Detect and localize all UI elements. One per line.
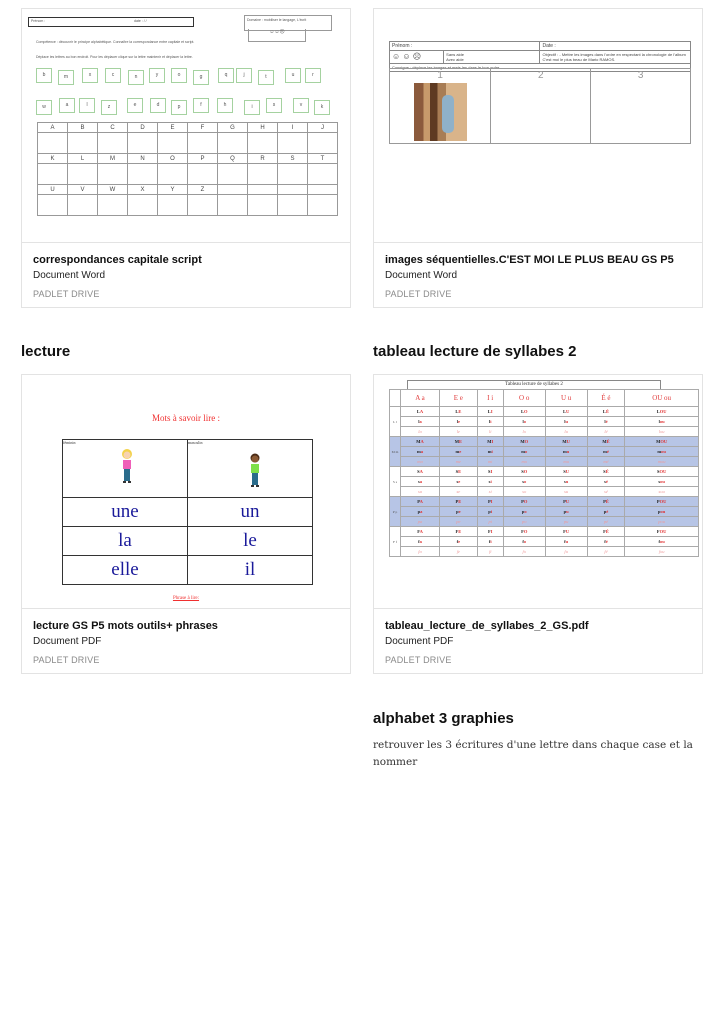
syllable-cell: PE [440,497,478,507]
syllable-cell: FE [440,527,478,537]
syllable-cell: lu [545,417,587,427]
syllable-cell: me [440,457,478,467]
alphabet-cell [248,185,278,195]
syllable-cell: mé [587,457,625,467]
alphabet-cell: H [248,123,278,133]
drop-cell[interactable] [278,195,308,216]
alphabet-cell: U [38,185,68,195]
syllable-cell: fa [401,537,440,547]
letter-tile[interactable]: d [150,98,166,113]
letter-tile[interactable]: e [127,98,143,113]
syllable-cell: SÉ [587,467,625,477]
alphabet-cell: S [278,154,308,164]
syllable-cell: fou [625,537,699,547]
syllable-cell: SE [440,467,478,477]
letter-tile[interactable]: l [79,98,95,113]
drop-cell[interactable] [158,164,188,185]
domain-box: Domaine : mobiliser le langage, L'écrit [244,15,332,31]
vowel-header: A a [401,390,440,407]
syllable-cell: po [503,517,545,527]
syllable-cell: ma [401,447,440,457]
letter-tile[interactable]: y [149,68,165,83]
syllable-cell: fe [440,537,478,547]
syllable-cell: sa [401,477,440,487]
card-source: PADLET DRIVE [385,655,452,665]
card-title[interactable]: lecture GS P5 mots outils+ phrases [33,620,218,632]
syllable-cell: si [477,477,503,487]
drop-cell[interactable] [38,164,68,185]
syllable-cell: pe [440,507,478,517]
syllable-cell: pé [587,517,625,527]
section-title-alphabet: alphabet 3 graphies [373,710,514,727]
word-cell: une [63,498,188,527]
syllable-cell: PÉ [587,497,625,507]
syllable-cell: sou [625,477,699,487]
drop-cell[interactable] [278,164,308,185]
alphabet-cell: J [308,123,338,133]
word-cell: un [188,498,313,527]
syllable-cell: mo [503,457,545,467]
syllable-cell: si [477,487,503,497]
alphabet-cell: K [38,154,68,164]
card-source: PADLET DRIVE [33,655,100,665]
alphabet-cell: I [278,123,308,133]
syllable-cell: PO [503,497,545,507]
corner-cell [390,390,401,407]
syllable-table-title: Tableau lecture de syllabes 2 [407,380,661,390]
consonant-label: L l [390,407,401,437]
syllable-cell: ME [440,437,478,447]
word-cell: elle [63,556,188,585]
consonant-label: M m [390,437,401,467]
syllable-cell: se [440,477,478,487]
letter-tile[interactable]: q [218,68,234,83]
syllable-cell: LO [503,407,545,417]
syllable-cell: FU [545,527,587,537]
syllable-cell: mi [477,447,503,457]
letter-tile[interactable]: g [193,70,209,85]
syllable-cell: lé [587,417,625,427]
vowel-header: I i [477,390,503,407]
syllable-cell: LOU [625,407,699,417]
syllable-cell: FA [401,527,440,537]
consonant-label: P p [390,497,401,527]
drop-cell[interactable] [308,133,338,154]
drop-cell[interactable] [248,133,278,154]
alphabet-cell: Y [158,185,188,195]
letter-tile[interactable]: a [59,98,75,113]
attachment-preview[interactable]: Prénom : date : / / Domaine : mobiliser le langage, L'écrit ☺☺☹ Compétence : découvrir le principe alphabétique. Connaître la correspondance entre capitale et script. Déplace les lettres au bon endroit. Pour les déplacer clique sur la lettre maintenir et déplacer la lettre. b m x c n y o g q j t u r w a l z e d p f h i s v k A B C D E F G H I J K L M N O P Q R S T U V W X Y Z [22,9,350,243]
letter-tile[interactable]: i [244,100,260,115]
syllable-cell: pe [440,517,478,527]
syllable-cell: so [503,487,545,497]
post-card-images-sequentielles[interactable] [373,8,703,308]
letter-tile[interactable]: x [82,68,98,83]
syllable-cell: la [401,427,440,437]
name-box: Prénom : date : / / [28,17,194,27]
consonant-label: S s [390,467,401,497]
letter-tile[interactable]: s [266,98,282,113]
alphabet-cell: D [128,123,158,133]
letter-tile[interactable]: o [171,68,187,83]
alphabet-grid [37,122,338,216]
alphabet-cell: X [128,185,158,195]
syllable-cell: MOU [625,437,699,447]
vowel-header: O o [503,390,545,407]
letter-tile[interactable]: v [293,98,309,113]
letter-tile[interactable]: z [101,100,117,115]
words-table [62,439,313,585]
syllable-cell: MÉ [587,437,625,447]
alphabet-cell: N [128,154,158,164]
phrase-label: Phrase à lire: [172,596,200,601]
vowel-header: É é [587,390,625,407]
syllable-cell: pé [587,507,625,517]
letter-tile[interactable]: r [305,68,321,83]
syllable-table [389,389,699,557]
syllable-cell: lou [625,427,699,437]
post-card-lecture[interactable] [21,374,351,674]
syllable-cell: pi [477,517,503,527]
syllable-cell: so [503,477,545,487]
word-cell: le [188,527,313,556]
drop-cell[interactable] [158,195,188,216]
syllable-cell: pi [477,507,503,517]
syllable-cell: pou [625,507,699,517]
letter-tile[interactable]: c [105,68,121,83]
drop-cell[interactable] [68,195,98,216]
section-title-tableau: tableau lecture de syllabes 2 [373,343,577,360]
drop-cell[interactable] [218,195,248,216]
syllable-cell: fa [401,547,440,557]
syllable-cell: pa [401,517,440,527]
alphabet-cell: M [98,154,128,164]
alphabet-cell: C [98,123,128,133]
syllable-cell: mu [545,447,587,457]
card-type: Document Word [385,270,458,281]
syllable-cell: ma [401,457,440,467]
smiley-icons: ☺☺☹ [248,29,306,42]
syllable-cell: MO [503,437,545,447]
letter-tile[interactable]: b [36,68,52,83]
letter-tile[interactable]: t [258,70,274,85]
syllable-cell: MI [477,437,503,447]
consonant-label: F f [390,527,401,557]
syllable-cell: FO [503,527,545,537]
syllable-cell: pu [545,507,587,517]
syllable-cell: su [545,487,587,497]
drop-cell[interactable] [128,164,158,185]
syllable-cell: li [477,427,503,437]
post-card-tableau-syllabes[interactable] [373,374,703,674]
feminine-label: féminin [63,440,76,445]
boy-illustration [248,452,262,490]
syllable-cell: FOU [625,527,699,537]
wolf-image [414,83,467,141]
syllable-cell: PA [401,497,440,507]
drop-cell[interactable] [278,133,308,154]
drop-cell[interactable] [308,164,338,185]
syllable-cell: FI [477,527,503,537]
letter-tile[interactable]: j [236,68,252,83]
drop-cell[interactable] [128,133,158,154]
alphabet-cell: E [158,123,188,133]
post-body: retrouver les 3 écritures d'une lettre dans chaque case et la nommer [373,739,693,768]
syllable-cell: la [401,417,440,427]
slot-number: 2 [538,70,544,81]
syllable-cell: mou [625,457,699,467]
word-cell: il [188,556,313,585]
letter-tile[interactable]: m [58,70,74,85]
letter-tile[interactable]: u [285,68,301,83]
syllable-cell: MU [545,437,587,447]
syllable-cell: SO [503,467,545,477]
alphabet-cell: Q [218,154,248,164]
alphabet-cell: L [68,154,98,164]
letter-tile[interactable]: n [128,70,144,85]
vowel-header: E e [440,390,478,407]
syllable-cell: mo [503,447,545,457]
section-title-lecture: lecture [21,343,71,360]
alphabet-cell: A [38,123,68,133]
drop-cell[interactable] [188,133,218,154]
card-meta [22,243,350,307]
syllable-cell: fe [440,547,478,557]
alphabet-cell [308,185,338,195]
drop-cell[interactable] [98,133,128,154]
syllable-cell: li [477,417,503,427]
letter-tile[interactable]: w [36,100,52,115]
letter-tile[interactable]: p [171,100,187,115]
syllable-cell: LU [545,407,587,417]
syllable-cell: sou [625,487,699,497]
drop-cell[interactable] [188,195,218,216]
drop-cell[interactable] [68,133,98,154]
syllable-cell: PU [545,497,587,507]
syllable-cell: me [440,447,478,457]
syllable-cell: lo [503,417,545,427]
card-meta [374,243,702,307]
alphabet-cell: Z [188,185,218,195]
card-type: Document PDF [385,636,454,647]
attachment-preview[interactable] [22,375,350,609]
syllable-cell: fé [587,547,625,557]
sequence-grid [389,68,691,144]
syllable-cell: mé [587,447,625,457]
syllable-cell: fi [477,547,503,557]
alphabet-cell: V [68,185,98,195]
syllable-cell: mi [477,457,503,467]
syllable-cell: LE [440,407,478,417]
syllable-cell: POU [625,497,699,507]
drop-cell[interactable] [98,164,128,185]
card-meta [374,609,702,673]
drop-cell[interactable] [38,195,68,216]
post-card-correspondances[interactable] [21,8,351,308]
masculine-label: masculin [188,440,203,445]
card-title[interactable]: tableau_lecture_de_syllabes_2_GS.pdf [385,620,589,632]
alphabet-cell: T [308,154,338,164]
syllable-cell: le [440,427,478,437]
syllable-cell: SOU [625,467,699,477]
syllable-cell: fu [545,537,587,547]
syllable-cell: lou [625,417,699,427]
drop-cell[interactable] [38,133,68,154]
slot-number: 3 [637,70,644,81]
drop-cell[interactable] [98,195,128,216]
drop-cell[interactable] [158,133,188,154]
alphabet-cell [218,185,248,195]
syllable-cell: po [503,507,545,517]
syllable-cell: sé [587,487,625,497]
attachment-preview[interactable] [374,9,702,243]
drop-cell[interactable] [218,133,248,154]
word-cell: la [63,527,188,556]
drop-cell[interactable] [308,195,338,216]
alphabet-cell: P [188,154,218,164]
letter-tile[interactable]: f [193,98,209,113]
drop-cell[interactable] [218,164,248,185]
card-meta [22,609,350,673]
alphabet-cell [278,185,308,195]
syllable-cell: se [440,487,478,497]
syllable-cell: fou [625,547,699,557]
smiley-icons: ☺ ☺ ☹ [390,51,444,64]
drop-cell[interactable] [248,195,278,216]
syllable-cell: LI [477,407,503,417]
syllable-cell: sa [401,487,440,497]
syllable-cell: fu [545,547,587,557]
alphabet-cell: B [68,123,98,133]
syllable-cell: FÉ [587,527,625,537]
syllable-cell: fo [503,537,545,547]
syllable-cell: fo [503,547,545,557]
syllable-cell: lo [503,427,545,437]
card-type: Document Word [33,270,106,281]
syllable-cell: mou [625,447,699,457]
syllable-cell: lé [587,427,625,437]
syllable-cell: le [440,417,478,427]
syllable-cell: LÉ [587,407,625,417]
drop-cell[interactable] [128,195,158,216]
syllable-cell: sé [587,477,625,487]
syllable-cell: PI [477,497,503,507]
syllable-cell: mu [545,457,587,467]
syllable-cell: pa [401,507,440,517]
syllable-cell: SU [545,467,587,477]
syllable-cell: lu [545,427,587,437]
syllable-cell: fé [587,537,625,547]
card-title[interactable]: correspondances capitale script [33,254,202,266]
letter-tile[interactable]: h [217,98,233,113]
syllable-cell: SI [477,467,503,477]
syllable-cell: SA [401,467,440,477]
syllable-cell: pu [545,517,587,527]
alphabet-cell: F [188,123,218,133]
slot-number: 1 [437,70,443,81]
card-type: Document PDF [33,636,102,647]
letter-tile[interactable]: k [314,100,330,115]
syllable-cell: MA [401,437,440,447]
syllable-cell: fi [477,537,503,547]
syllable-cell: LA [401,407,440,417]
drop-cell[interactable] [68,164,98,185]
attachment-preview[interactable] [374,375,702,609]
card-source: PADLET DRIVE [385,289,452,299]
vowel-header: U u [545,390,587,407]
worksheet-header: Prénom : Date : ☺ ☺ ☹ Sans aide Avec aide Objectif : - Mettre les images dans l'ordre en respectant la chronologie de l'album C'est moi le plus beau de Mario RAMOS. Consigne : déplace les images et mets-les dans le bon ordre. [389,41,691,72]
alphabet-cell: R [248,154,278,164]
syllable-cell: su [545,477,587,487]
syllable-cell: pou [625,517,699,527]
drop-cell[interactable] [188,164,218,185]
card-title[interactable]: images séquentielles.C'EST MOI LE PLUS BEAU GS P5 [385,254,674,266]
alphabet-cell: O [158,154,188,164]
vowel-header: OU ou [625,390,699,407]
alphabet-cell: G [218,123,248,133]
girl-illustration [120,448,134,486]
preview-heading: Mots à savoir lire : [152,413,220,423]
card-source: PADLET DRIVE [33,289,100,299]
alphabet-cell: W [98,185,128,195]
drop-cell[interactable] [248,164,278,185]
